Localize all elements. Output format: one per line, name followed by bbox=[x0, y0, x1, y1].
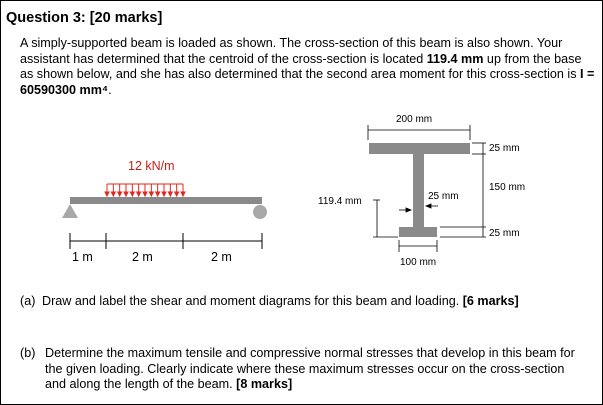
web-height-label: 150 mm bbox=[489, 182, 526, 193]
right-dimensions bbox=[440, 143, 486, 237]
part-a-text: Draw and label the shear and moment diagrams for this beam and loading. bbox=[42, 294, 463, 308]
top-flange bbox=[369, 143, 470, 154]
web-thickness-label: 25 mm bbox=[428, 191, 459, 202]
flange-width-label: 200 mm bbox=[396, 114, 433, 125]
part-b-text: Determine the maximum tensile and compressive normal stresses that develop in this beam for the given loading. Clearly indicate where these maximum stresses occur on the cross-section and along the length of the beam. bbox=[45, 346, 575, 391]
bottom-flange bbox=[399, 227, 437, 237]
web bbox=[413, 154, 424, 227]
bottom-flange-thickness-label: 25 mm bbox=[489, 228, 520, 239]
span-label-1: 1 m bbox=[72, 250, 93, 264]
part-a-label: (a) bbox=[20, 294, 36, 308]
top-flange-thickness-label: 25 mm bbox=[489, 143, 520, 154]
bottom-flange-width-label: 100 mm bbox=[400, 257, 437, 268]
intro-text-2: up from the base as shown below, and she has also determined that the second area moment for this cross-section is bbox=[20, 51, 582, 81]
centroid-height-label: 119.4 mm bbox=[318, 196, 362, 207]
question-title: Question 3: [20 marks] bbox=[6, 10, 163, 26]
span-label-3: 2 m bbox=[211, 250, 232, 264]
part-b bbox=[20, 346, 595, 396]
part-a bbox=[20, 294, 595, 310]
part-a-marks: [6 marks] bbox=[462, 294, 519, 308]
bottom-width-dimension bbox=[399, 240, 437, 252]
span-label-2: 2 m bbox=[132, 250, 153, 264]
load-label: 12 kN/m bbox=[128, 159, 175, 173]
centroid-value: 119.4 mm bbox=[426, 51, 484, 66]
flange-width-dimension bbox=[368, 125, 470, 140]
intro-text-1: A simply-supported beam is loaded as shown. The cross-section of this beam is also shown. Your assistant has determined that the centroid of the cross-section is located bbox=[20, 36, 563, 66]
part-b-marks: [8 marks] bbox=[236, 377, 293, 391]
intro-text-3: . bbox=[108, 82, 112, 97]
centroid-dimension bbox=[373, 200, 398, 237]
moment-value: I = 60590300 mm⁴ bbox=[20, 67, 595, 97]
part-b-label: (b) bbox=[20, 346, 36, 360]
